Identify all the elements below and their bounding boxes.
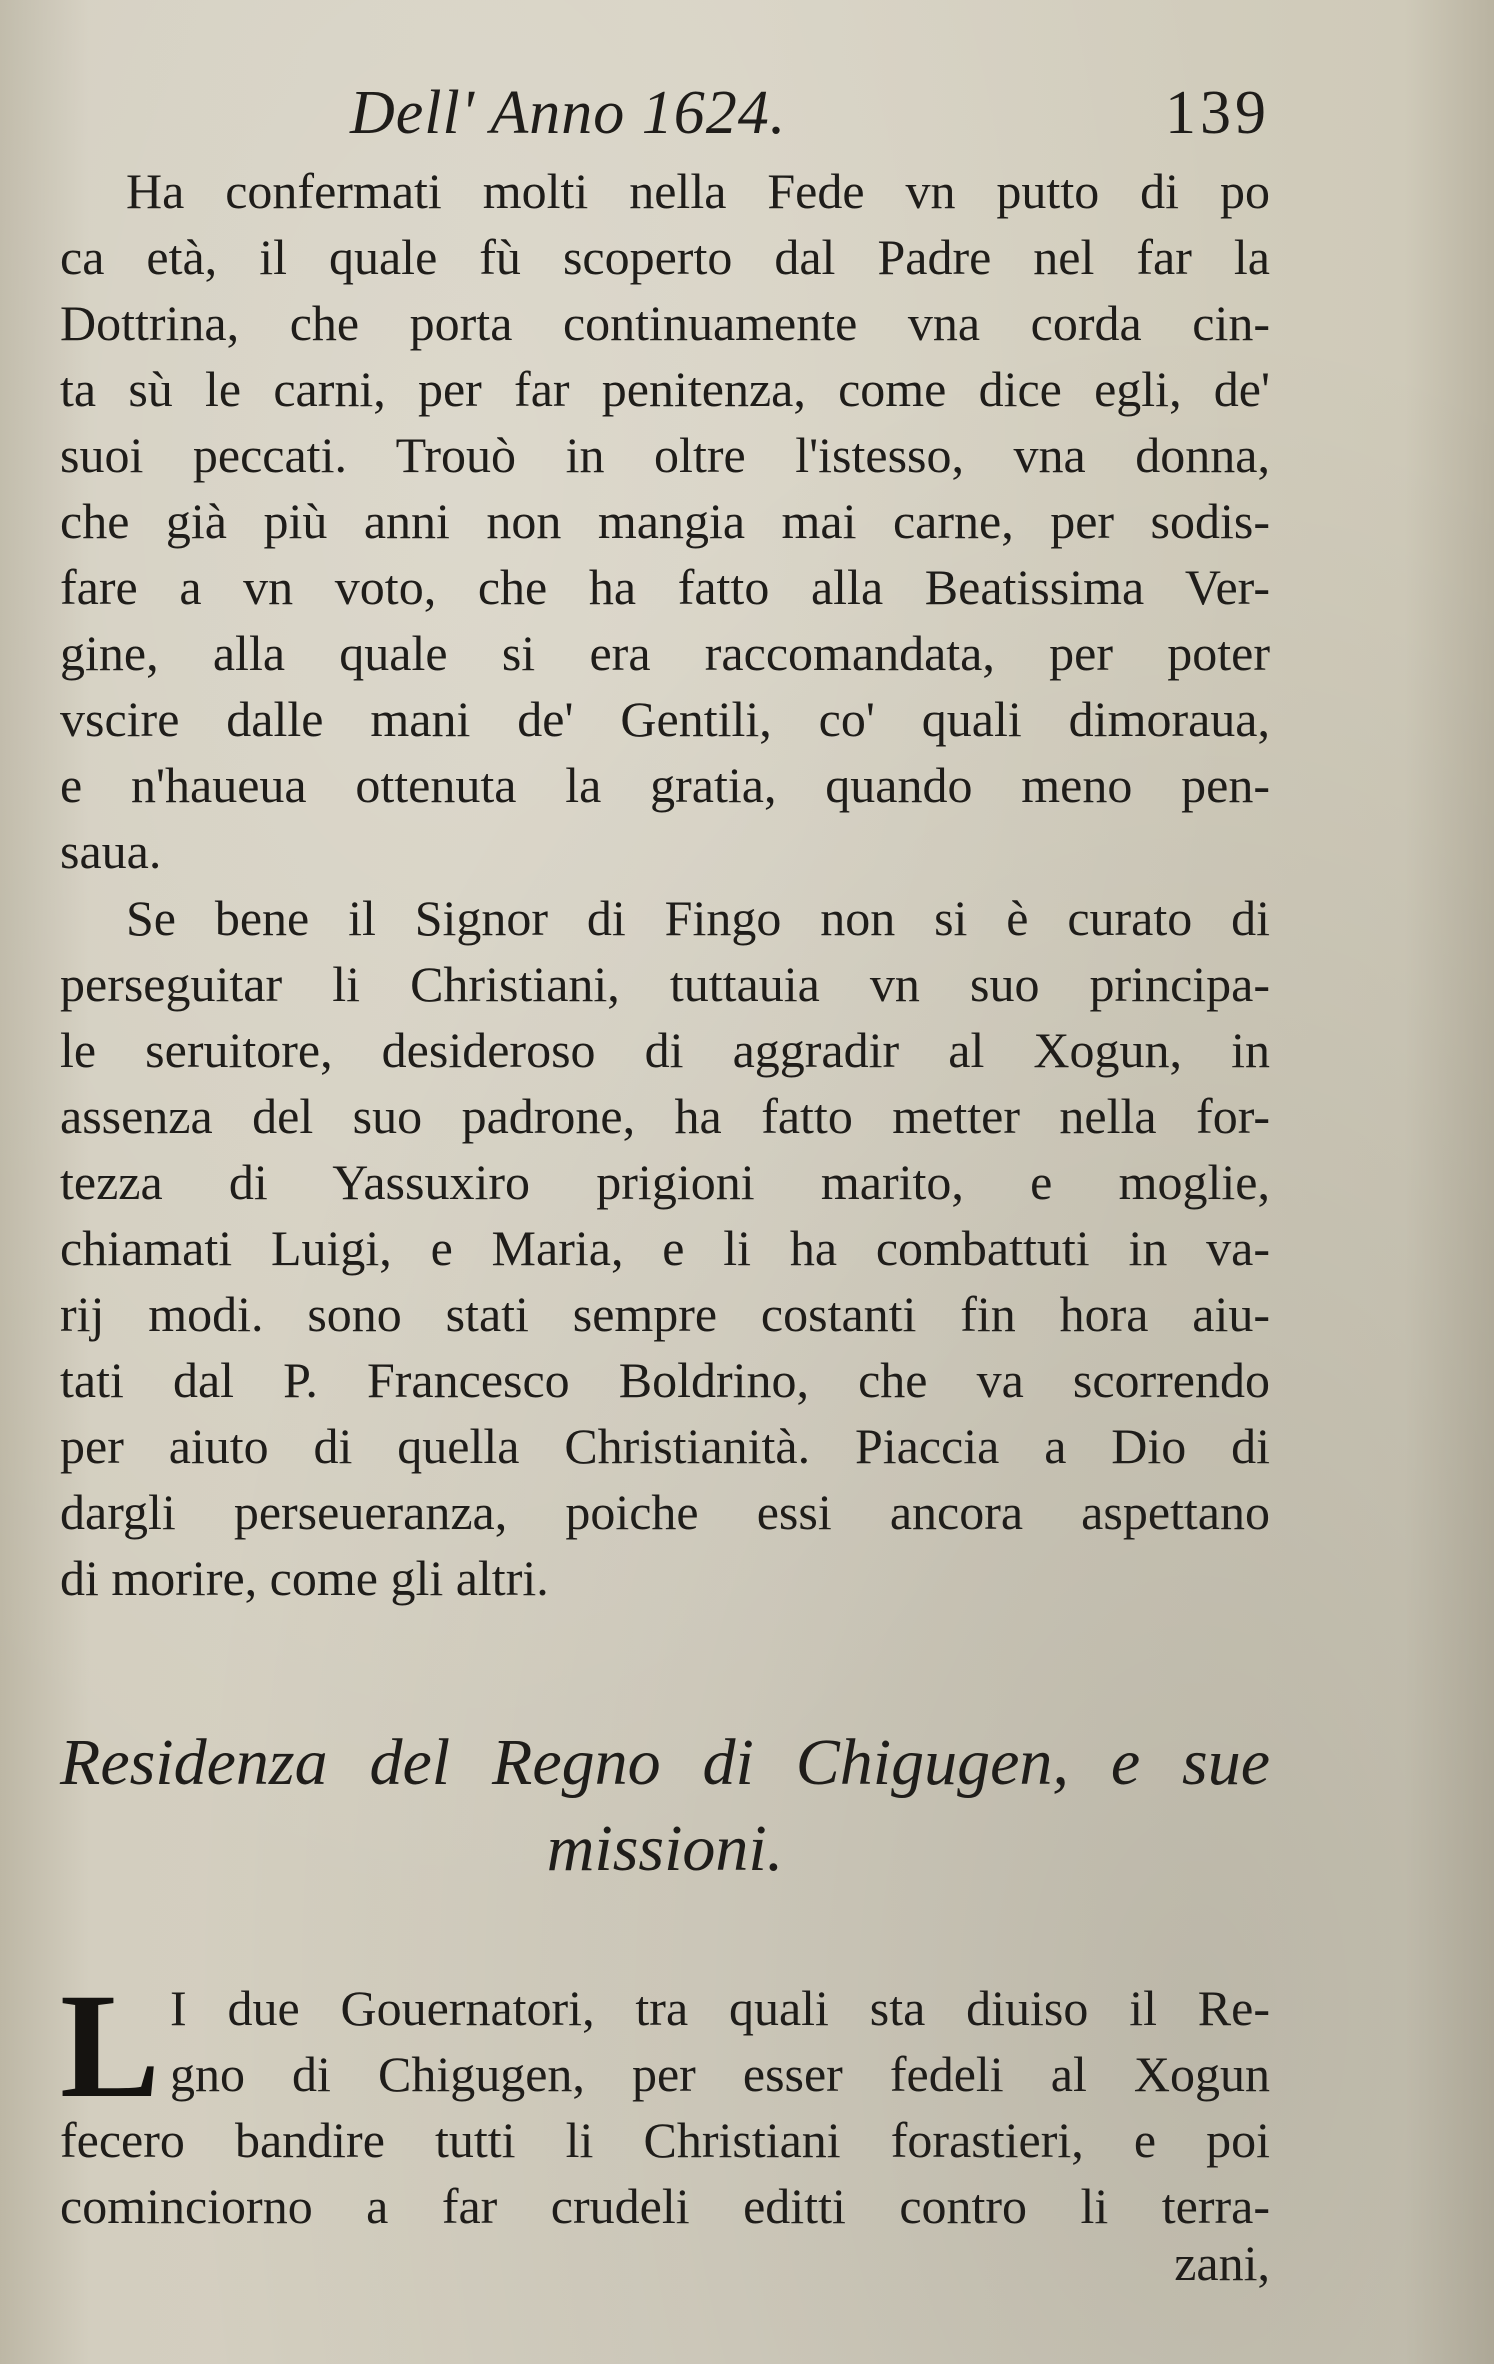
text-line: Ha confermati molti nella Fede vn putto di po <box>126 163 1270 219</box>
drop-cap: L <box>60 1963 161 2129</box>
text-line: fecero bandire tutti li Christiani forastieri, e poi <box>60 2112 1270 2168</box>
text-line: tati dal P. Francesco Boldrino, che va scorrendo <box>60 1352 1270 1408</box>
text-line: rij modi. sono stati sempre costanti fin hora aiu- <box>60 1286 1270 1342</box>
text-line: saua. <box>60 823 162 879</box>
text-line: assenza del suo padrone, ha fatto metter nella for- <box>60 1088 1270 1144</box>
section-heading-line: Residenza del Regno di Chigugen, e sue <box>60 1726 1270 1799</box>
text-line: suoi peccati. Trouò in oltre l'istesso, vna donna, <box>60 427 1270 483</box>
text-line: vscire dalle mani de' Gentili, co' quali dimoraua, <box>60 691 1270 747</box>
paragraph-3 <box>60 1963 1270 2239</box>
text-line: I due Gouernatori, tra quali sta diuiso il Re- <box>170 1980 1270 2036</box>
text-line: Se bene il Signor di Fingo non si è curato di <box>126 890 1270 946</box>
text-line: per aiuto di quella Christianità. Piaccia a Dio di <box>60 1418 1270 1474</box>
text-line: gine, alla quale si era raccomandata, per poter <box>60 625 1270 681</box>
paragraph-1 <box>60 158 1270 884</box>
text-line: ta sù le carni, per far penitenza, come dice egli, de' <box>60 361 1270 417</box>
text-line: cominciorno a far crudeli editti contro li terra- <box>60 2178 1270 2234</box>
text-line: fare a vn voto, che ha fatto alla Beatissima Ver- <box>60 559 1270 615</box>
text-line: ca età, il quale fù scoperto dal Padre nel far la <box>60 229 1270 285</box>
text-line: tezza di Yassuxiro prigioni marito, e moglie, <box>60 1154 1270 1210</box>
text-line: che già più anni non mangia mai carne, per sodis- <box>60 493 1270 549</box>
catchword: zani, <box>1174 2235 1270 2291</box>
section-heading <box>60 1720 1270 1892</box>
text-line: chiamati Luigi, e Maria, e li ha combattuti in va- <box>60 1220 1270 1276</box>
text-line: le seruitore, desideroso di aggradir al Xogun, in <box>60 1022 1270 1078</box>
page-number: 139 <box>1165 79 1270 147</box>
text-line: Dottrina, che porta continuamente vna corda cin- <box>60 295 1270 351</box>
section-heading-line: missioni. <box>546 1812 784 1885</box>
text-line: di morire, come gli altri. <box>60 1550 549 1606</box>
running-title: Dell' Anno 1624. <box>350 79 787 147</box>
page-header <box>60 78 1270 158</box>
text-line: dargli perseueranza, poiche essi ancora aspettano <box>60 1484 1270 1540</box>
paragraph-2 <box>60 885 1270 1611</box>
text-line: e n'haueua ottenuta la gratia, quando meno pen- <box>60 757 1270 813</box>
text-line: gno di Chigugen, per esser fedeli al Xogun <box>170 2046 1270 2102</box>
text-line: perseguitar li Christiani, tuttauia vn suo principa- <box>60 956 1270 1012</box>
